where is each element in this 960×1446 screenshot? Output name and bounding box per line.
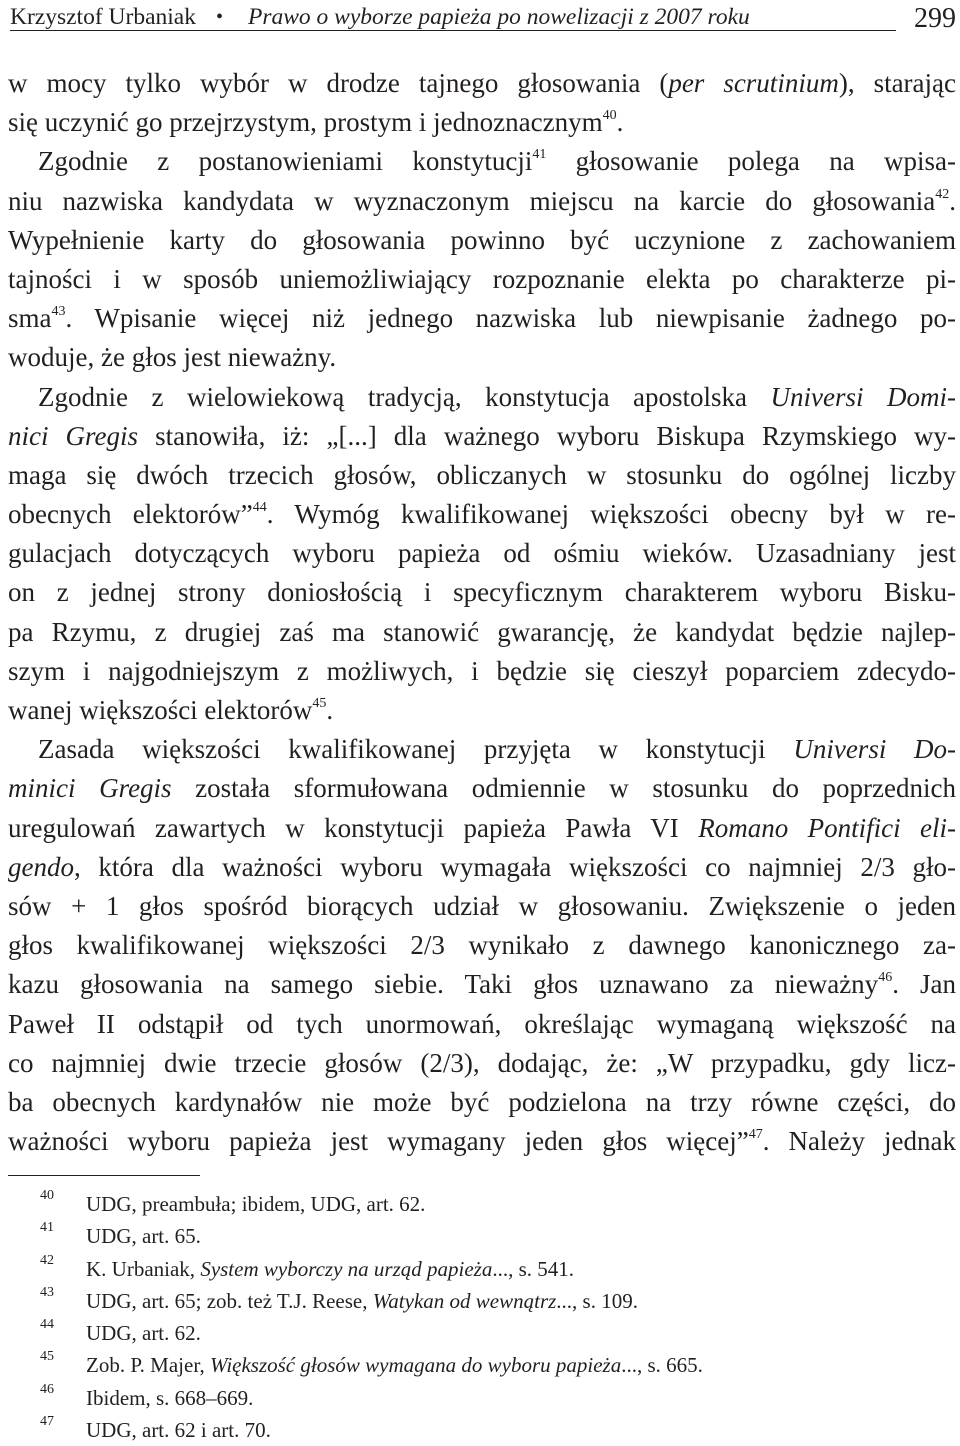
footnote-item (8, 1349, 948, 1381)
text-line: Zgodnie z postanowieniami konstytucji$^{41}$ głosowanie polega na wpisa- (38, 146, 956, 177)
text-line: się uczynić go przejrzystym, prostym i jednoznacznym$^{40}$. (8, 107, 624, 138)
footnote-item (8, 1188, 948, 1220)
text-line: Paweł II odstąpił od tych unormowań, określając wymaganą większość na (8, 1008, 956, 1039)
footnote-text: K. Urbaniak, System wyborczy na urząd papieża..., s. 541. (86, 1256, 575, 1281)
footnote-rule (8, 1175, 200, 1176)
text-line: kazu głosowania na samego siebie. Taki głos uznawano za nieważny$^{46}$. Jan (8, 969, 956, 1000)
text-line: on z jednej strony doniosłością i specyficznym charakterem wyboru Bisku- (8, 577, 956, 608)
footnote-ref: 41 (532, 147, 547, 163)
text-line: głos kwalifikowanej większości 2/3 wynikało z dawnego kanonicznego za- (8, 930, 956, 961)
footnote-text: UDG, preambuła; ibidem, UDG, art. 62. (86, 1192, 426, 1216)
text-line: w mocy tylko wybór w drodze tajnego głosowania (per scrutinium), starając (8, 68, 957, 98)
text-line: co najmniej dwie trzecie głosów (2/3), dodając, że: „W przypadku, gdy licz- (8, 1047, 956, 1078)
text-line: sów + 1 głos spośród biorących udział w głosowaniu. Zwiększenie o jeden (8, 890, 956, 921)
footnote-item (8, 1414, 948, 1446)
footnote-number: 40 (40, 1188, 54, 1203)
text-line: Zasada większości kwalifikowanej przyjęta w konstytucji Universi Do- (38, 734, 956, 765)
page-number: 299 (914, 3, 956, 34)
footnote-item (8, 1220, 948, 1252)
footnote-number: 41 (40, 1220, 54, 1236)
text-line: maga się dwóch trzecich głosów, obliczanych w stosunku do ogólnej liczby (8, 459, 956, 490)
text-line: minici Gregis została sformułowana odmiennie w stosunku do poprzednich (8, 773, 957, 804)
text-line: gulacjach dotyczących wyboru papieża od ośmiu wieków. Uzasadniany jest (8, 538, 956, 569)
footnote-ref: 47 (748, 1127, 763, 1143)
footnote-item (8, 1317, 948, 1349)
footnote-text: UDG, art. 62. (86, 1321, 201, 1346)
text-line: Wypełnienie karty do głosowania powinno być uczynione z zachowaniem (8, 224, 956, 255)
text-line: ważności wyboru papieża jest wymagany jeden głos więcej”$^{47}$. Należy jednak (8, 1126, 956, 1157)
text-line: obecnych elektorów”$^{44}$. Wymóg kwalifikowanej większości obecny był w re- (8, 499, 956, 530)
text-line: Zgodnie z wielowiekową tradycją, konstytucja apostolska Universi Domi- (38, 381, 956, 412)
footnote-text: UDG, art. 65; zob. też T.J. Reese, Watykan od wewnątrz..., s. 109. (86, 1288, 638, 1313)
header-rule (10, 30, 896, 31)
text-line: ba obecnych kardynałów nie może być podzielona na trzy równe części, do (8, 1086, 956, 1117)
text-line: gendo, która dla ważności wyboru wymagała większości co najmniej 2/3 gło- (8, 851, 956, 882)
footnote-ref: 44 (252, 500, 267, 516)
bullet-separator: • (216, 6, 224, 28)
footnote-text: UDG, art. 62 i art. 70. (86, 1418, 271, 1443)
footnotes (8, 1188, 948, 1446)
text-line: woduje, że głos jest nieważny. (8, 342, 337, 373)
footnote-text: Ibidem, s. 668–669. (86, 1385, 254, 1410)
text-line: nici Gregis stanowiła, iż: „[...] dla ważnego wyboru Biskupa Rzymskiego wy- (8, 420, 957, 451)
footnote-text: Zob. P. Majer, Większość głosów wymagana do wyboru papieża..., s. 665. (86, 1353, 703, 1378)
footnote-ref: 45 (312, 696, 327, 711)
text-line: szym i najgodniejszym z możliwych, i będzie się cieszył poparciem zdecydo- (8, 655, 956, 686)
text-line: wanej większości elektorów$^{45}$. (8, 695, 334, 725)
footnote-text: UDG, art. 65. (86, 1224, 201, 1249)
footnote-number: 43 (40, 1284, 54, 1300)
footnote-number: 42 (40, 1252, 54, 1268)
body-text (8, 64, 956, 1161)
text-line: sma$^{43}$. Wpisanie więcej niż jednego nazwiska lub niewpisanie żadnego po- (8, 303, 956, 334)
footnote-ref: 46 (878, 970, 893, 986)
running-head (10, 0, 956, 40)
footnote-ref: 40 (602, 108, 617, 124)
footnote-ref: 42 (935, 186, 950, 202)
footnote-number: 46 (40, 1381, 54, 1397)
footnote-item (8, 1285, 948, 1317)
footnote-number: 44 (40, 1317, 54, 1333)
footnote-ref: 43 (51, 304, 66, 320)
text-line: pa Rzymu, z drugiej zaś ma stanowić gwarancję, że kandydat będzie najlep- (8, 616, 956, 647)
footnote-number: 45 (40, 1349, 54, 1365)
footnote-number: 47 (40, 1414, 54, 1430)
text-line: niu nazwiska kandydata w wyznaczonym miejscu na karcie do głosowania$^{42}$. (8, 185, 956, 216)
running-head-author: Krzysztof Urbaniak (10, 4, 196, 30)
footnote-item (8, 1253, 948, 1285)
text-line: uregulowań zawartych w konstytucji papieża Pawła VI Romano Pontifici eli- (8, 812, 957, 843)
text-line: tajności i w sposób uniemożliwiający rozpoznanie elekta po charakterze pi- (8, 263, 956, 294)
footnote-item (8, 1382, 948, 1414)
running-head-title: Prawo o wyborze papieża po nowelizacji z 2007 roku (248, 4, 750, 30)
